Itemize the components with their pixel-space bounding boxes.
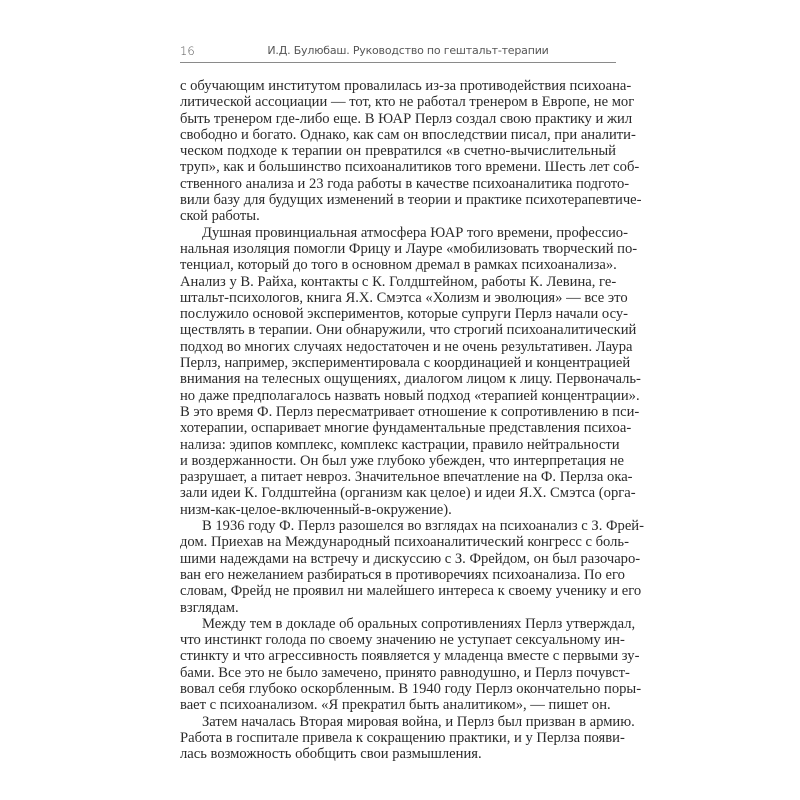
text-line: ществлять в терапии. Они обнаружили, что строгий психоаналитический	[180, 322, 637, 339]
text-line: разрушает, а питает невроз. Значительное впечатление на Ф. Перлза ока-	[180, 469, 633, 486]
paragraph	[180, 615, 642, 714]
text-line: Затем началась Вторая мировая война, и Перлз был призван в армию.	[202, 713, 635, 730]
text-line: литической ассоциации — тот, кто не работал тренером в Европе, не мог	[180, 94, 635, 111]
body-text	[180, 78, 644, 763]
text-line: низм-как-целое-включенный-в-окружение).	[180, 501, 452, 518]
text-line: ван его нежеланием разбираться в противоречиях психоанализа. По его	[180, 566, 625, 583]
text-line: Работа в госпитале привела к сокращению практики, и у Перлза появи-	[180, 729, 625, 746]
text-line: шими надеждами на встречу и дискуссию с З. Фрейдом, он был разочаро-	[180, 550, 641, 567]
text-line: Перлз, например, экспериментировала с координацией и концентрацией	[180, 355, 631, 372]
text-line: стинкту и что агрессивность появляется у младенца вместе с первыми зу-	[180, 648, 640, 665]
text-line: нальная изоляция помогли Фрицу и Лауре «мобилизовать творческий по-	[180, 240, 638, 257]
text-line: вили базу для будущих изменений в теории и практике психотерапевтиче-	[180, 192, 642, 209]
text-line: внимания на телесных ощущениях, диалогом лицом к лицу. Первоначаль-	[180, 371, 641, 388]
text-line: Анализ у В. Райха, контакты с К. Голдштейном, работы К. Левина, ге-	[180, 273, 617, 290]
paragraph	[180, 518, 644, 616]
text-line: свободно и богато. Однако, как сам он впоследствии писал, при аналити-	[180, 126, 636, 143]
paragraph	[180, 224, 641, 518]
text-line: и воздержанности. Он был уже глубоко убежден, что интерпретация не	[180, 452, 625, 469]
text-line: штальт-психологов, книга Я.Х. Смэтса «Холизм и эволюция» — все это	[180, 289, 628, 306]
text-line: быть тренером где-либо еще. В ЮАР Перлз создал свою практику и жил	[180, 110, 633, 127]
text-line: В это время Ф. Перлз пересматривает отношение к сопротивлению в пси-	[180, 403, 640, 420]
text-line: лась возможность обобщить свои размышления.	[180, 746, 482, 763]
text-line: взглядам.	[180, 599, 239, 616]
text-line: Между тем в докладе об оральных сопротивлениях Перлз утверждал,	[202, 615, 636, 632]
text-line: дом. Приехав на Международный психоаналитический конгресс с боль-	[180, 534, 629, 551]
text-line: Душная провинциальная атмосфера ЮАР того времени, профессио-	[202, 224, 628, 241]
text-line: нализа: эдипов комплекс, комплекс кастрации, правило нейтральности	[180, 436, 620, 453]
paragraph	[180, 78, 642, 225]
text-line: тенциал, который до того в основном дремал в рамках психоанализа».	[180, 257, 617, 274]
text-line: ческом подходе к терапии он превратился «в счетно-вычислительный	[180, 143, 616, 160]
text-line: послужило основой экспериментов, которые супруги Перлз начали осу-	[180, 306, 629, 323]
text-line: ской работы.	[180, 208, 260, 225]
text-line: но даже предполагалось назвать новый подход «терапией концентрации».	[180, 387, 640, 404]
text-line: бами. Все это не было замечено, принято равнодушно, и Перлз почувст-	[180, 664, 630, 681]
running-title: И.Д. Булюбаш. Руководство по гештальт-терапии	[267, 44, 549, 57]
text-line: зали идеи К. Голдштейна (организм как целое) и идеи Я.Х. Смэтса (орга-	[180, 485, 636, 502]
text-line: подход во многих случаях недостаточен и не очень результативен. Лаура	[180, 338, 633, 355]
text-line: В 1936 году Ф. Перлз разошелся во взглядах на психоанализ с З. Фрей-	[202, 518, 644, 535]
text-line: что инстинкт голода по своему значению не уступает сексуальному ин-	[180, 632, 625, 649]
text-line: с обучающим институтом провалилась из-за противодействия психоана-	[180, 78, 632, 94]
running-header	[180, 42, 616, 63]
paragraph	[180, 713, 635, 763]
page-number: 16	[180, 44, 195, 58]
text-line: ственного анализа и 23 года работы в качестве психоаналитика подгото-	[180, 175, 630, 192]
text-line: хотерапии, оспаривает многие фундаментальные представления психоа-	[180, 420, 632, 437]
text-line: словам, Фрейд не проявил ни малейшего интереса к своему ученику и его	[180, 583, 642, 600]
text-line: вает с психоанализом. «Я прекратил быть аналитиком», — пишет он.	[180, 697, 611, 714]
text-line: вовал себя глубоко оскорбленным. В 1940 году Перлз окончательно поры-	[180, 680, 642, 697]
text-line: труп», как и большинство психоаналитиков того времени. Шесть лет соб-	[180, 159, 640, 176]
